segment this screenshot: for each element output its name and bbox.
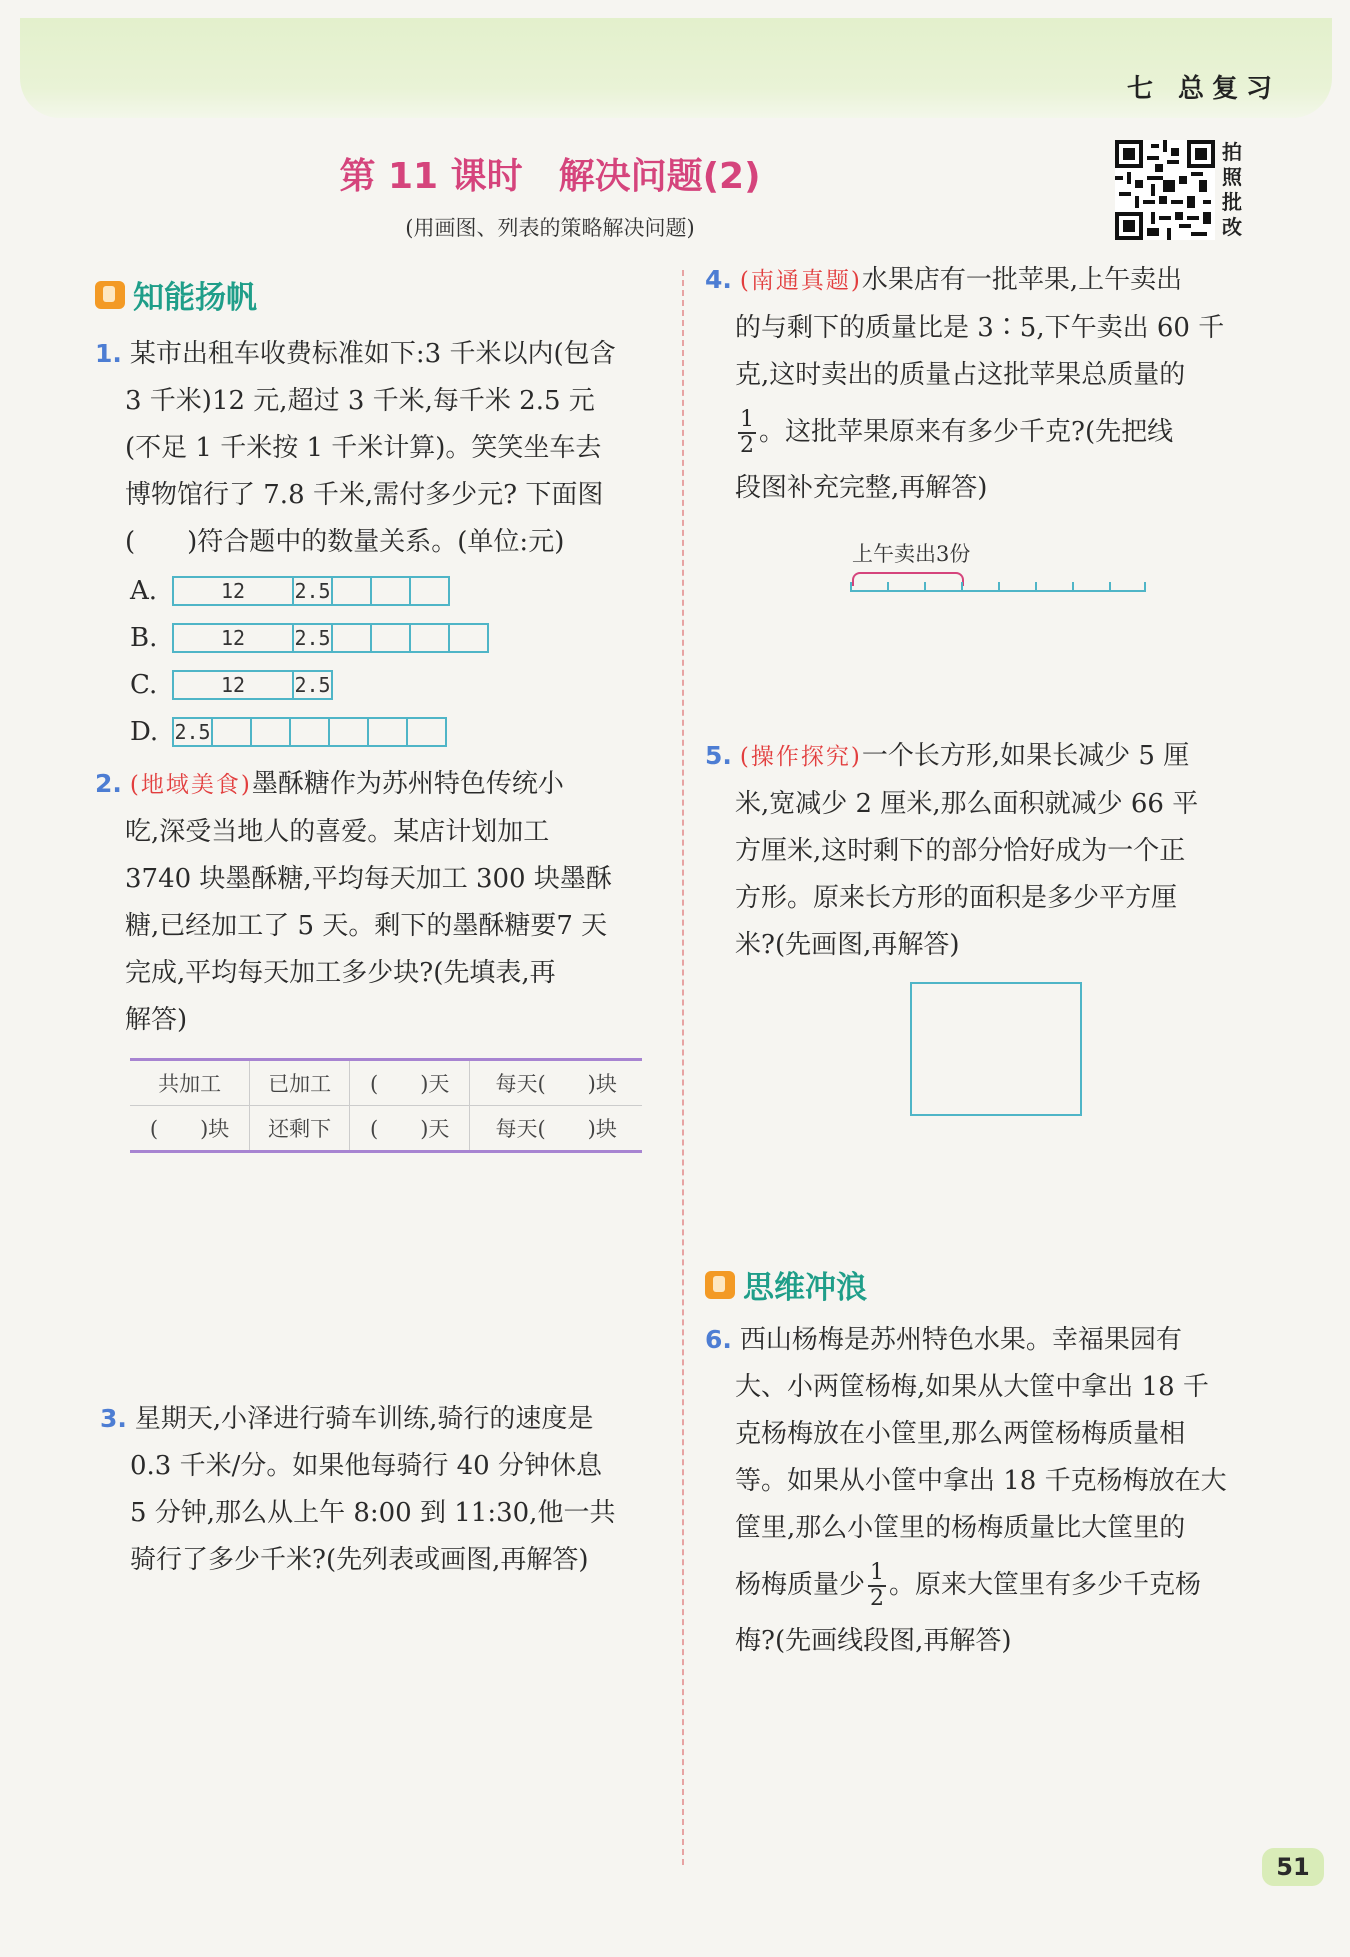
segment-bar (172, 717, 447, 747)
bar-cell (411, 625, 450, 651)
problem-tag: (地域美食) (129, 772, 252, 798)
section-heading-right (705, 1262, 867, 1307)
qr-caption-char: 批 (1222, 190, 1242, 214)
segment-tick (850, 582, 852, 592)
section-heading-text: 知能扬帆 (133, 280, 257, 316)
problem-text: 西山杨梅是苏州特色水果。幸福果园有 (739, 1325, 1182, 1355)
table-cell: 还剩下 (250, 1106, 350, 1152)
table-cell[interactable]: 每天( )块 (470, 1106, 642, 1152)
fill-in-table (130, 1058, 642, 1153)
problem-text: ( )符合题中的数量关系。(单位:元) (125, 527, 565, 557)
problem-2 (95, 760, 612, 1044)
problem-number: 2. (95, 769, 122, 798)
segment-tick (887, 582, 889, 592)
problem-number: 5. (705, 741, 732, 770)
problem-text: 解答) (125, 1005, 188, 1035)
bar-cell: 2.5 (294, 578, 333, 604)
bar-cell: 12 (174, 672, 294, 698)
qr-caption-char: 拍 (1222, 140, 1242, 164)
bar-cell (291, 719, 330, 745)
bar-cell (252, 719, 291, 745)
section-heading-left (95, 272, 257, 317)
bar-cell (372, 578, 411, 604)
qr-caption (1222, 140, 1246, 240)
problem-5 (705, 732, 1198, 969)
problem-text: 杨梅质量少 (735, 1570, 866, 1600)
problem-text: 墨酥糖作为苏州特色传统小 (251, 769, 564, 799)
problem-text: (不足 1 千米按 1 千米计算)。笑笑坐车去 (125, 433, 602, 463)
problem-text: 某市出租车收费标准如下:3 千米以内(包含 (129, 339, 616, 369)
wave-icon (705, 1271, 735, 1299)
problem-text: 等。如果从小筐中拿出 18 千克杨梅放在大 (735, 1466, 1227, 1496)
problem-text: 一个长方形,如果长减少 5 厘 (861, 741, 1190, 771)
table-cell: 共加工 (130, 1060, 250, 1106)
qr-caption-char: 改 (1222, 215, 1242, 239)
problem-text: 梅?(先画线段图,再解答) (735, 1626, 1012, 1656)
problem-text: 。原来大筐里有多少千克杨 (889, 1570, 1202, 1600)
option-label: C. (130, 670, 158, 700)
problem-text: 博物馆行了 7.8 千米,需付多少元? 下面图 (125, 480, 604, 510)
problem-number: 4. (705, 265, 732, 294)
page-number: 51 (1262, 1848, 1324, 1886)
bar-cell (213, 719, 252, 745)
problem-text: 筐里,那么小筐里的杨梅质量比大筐里的 (735, 1513, 1186, 1543)
table-cell[interactable]: ( )天 (350, 1106, 470, 1152)
problem-text: 。这批苹果原来有多少千克?(先把线 (759, 417, 1174, 447)
table-cell[interactable]: 每天( )块 (470, 1060, 642, 1106)
option-a[interactable] (130, 576, 450, 606)
segment-tick (961, 582, 963, 592)
option-label: A. (130, 576, 158, 606)
problem-text: 克,这时卖出的质量占这批苹果总质量的 (735, 360, 1186, 390)
fraction (738, 408, 756, 458)
segment-bar (172, 670, 333, 700)
problem-text: 3 千米)12 元,超过 3 千米,每千米 2.5 元 (125, 386, 595, 416)
option-b[interactable] (130, 623, 489, 653)
problem-text: 克杨梅放在小筐里,那么两筐杨梅质量相 (735, 1419, 1186, 1449)
table-row (130, 1106, 642, 1152)
diagram-label: 上午卖出3份 (852, 542, 971, 566)
option-c[interactable] (130, 670, 333, 700)
bar-cell (408, 719, 445, 745)
segment-bar (172, 623, 489, 653)
column-divider (682, 270, 684, 1865)
bar-cell: 2.5 (294, 673, 331, 697)
chapter-title: 七 总复习 (1126, 74, 1280, 104)
fraction-denominator: 2 (740, 433, 754, 458)
square-drawing-box (910, 982, 1082, 1116)
segment-tick (1072, 582, 1074, 592)
problem-4 (705, 256, 1224, 512)
bar-cell (372, 625, 411, 651)
problem-text: 糖,已经加工了 5 天。剩下的墨酥糖要7 天 (125, 911, 608, 941)
problem-text: 0.3 千米/分。如果他每骑行 40 分钟休息 (130, 1451, 602, 1481)
table-cell: 已加工 (250, 1060, 350, 1106)
fraction-numerator: 1 (740, 407, 754, 432)
problem-text: 方形。原来长方形的面积是多少平方厘 (735, 883, 1178, 913)
sail-icon (95, 281, 125, 309)
bar-cell: 2.5 (294, 625, 333, 651)
problem-text: 3740 块墨酥糖,平均每天加工 300 块墨酥 (125, 864, 612, 894)
problem-text: 段图补充完整,再解答) (735, 473, 988, 503)
line-segment-diagram (850, 538, 1150, 598)
segment-tick (924, 582, 926, 592)
problem-text: 骑行了多少千米?(先列表或画图,再解答) (130, 1545, 589, 1575)
problem-number: 6. (705, 1325, 732, 1354)
option-d[interactable] (130, 717, 447, 747)
bar-cell: 2.5 (174, 719, 213, 745)
problem-text: 的与剩下的质量比是 3∶5,下午卖出 60 千 (735, 313, 1225, 343)
bar-cell (411, 578, 448, 604)
table-row (130, 1060, 642, 1106)
lesson-subtitle: (用画图、列表的策略解决问题) (405, 216, 695, 240)
problem-text: 大、小两筐杨梅,如果从大筐中拿出 18 千 (735, 1372, 1209, 1402)
option-label: D. (130, 717, 159, 747)
brace-mark (852, 572, 964, 586)
problem-tag: (南通真题) (739, 268, 862, 294)
fraction (868, 1561, 886, 1611)
section-heading-text: 思维冲浪 (743, 1270, 867, 1306)
problem-3 (100, 1395, 615, 1584)
bar-cell: 12 (174, 625, 294, 651)
qr-code-icon[interactable] (1115, 140, 1215, 240)
lesson-title: 第 11 课时 解决问题(2) (339, 156, 761, 197)
bar-cell: 12 (174, 578, 294, 604)
table-cell[interactable]: ( )天 (350, 1060, 470, 1106)
bar-cell (330, 719, 369, 745)
qr-caption-char: 照 (1222, 165, 1242, 189)
segment-tick (1035, 582, 1037, 592)
table-cell[interactable]: ( )块 (149, 1117, 230, 1141)
problem-tag: (操作探究) (739, 744, 862, 770)
problem-text: 水果店有一批苹果,上午卖出 (861, 265, 1183, 295)
segment-tick (998, 582, 1000, 592)
fraction-denominator: 2 (870, 1586, 885, 1611)
problem-text: 星期天,小泽进行骑车训练,骑行的速度是 (134, 1404, 594, 1434)
segment-bar (172, 576, 450, 606)
option-label: B. (130, 623, 158, 653)
segment-tick (1109, 582, 1111, 592)
problem-text: 方厘米,这时剩下的部分恰好成为一个正 (735, 836, 1186, 866)
bar-cell (450, 625, 487, 651)
segment-tick (1144, 582, 1146, 592)
problem-number: 3. (100, 1404, 127, 1433)
problem-text: 米?(先画图,再解答) (735, 930, 960, 960)
problem-number: 1. (95, 339, 122, 368)
bar-cell (333, 625, 372, 651)
problem-text: 完成,平均每天加工多少块?(先填表,再 (125, 958, 556, 988)
fraction-numerator: 1 (870, 1560, 885, 1585)
bar-cell (333, 578, 372, 604)
problem-text: 吃,深受当地人的喜爱。某店计划加工 (125, 817, 550, 847)
problem-text: 米,宽减少 2 厘米,那么面积就减少 66 平 (735, 789, 1199, 819)
bar-cell (369, 719, 408, 745)
problem-6 (705, 1316, 1227, 1665)
problem-1 (95, 330, 616, 566)
problem-text: 5 分钟,那么从上午 8:00 到 11:30,他一共 (130, 1498, 616, 1528)
